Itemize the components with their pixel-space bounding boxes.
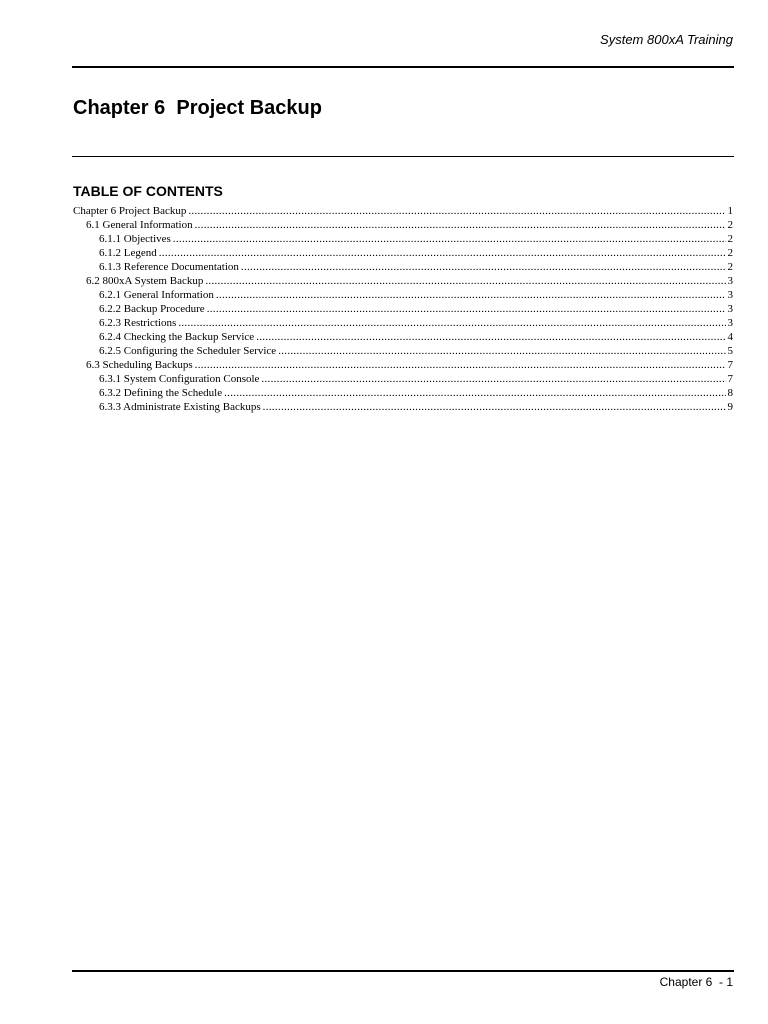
toc-entry-label: 6.2.5 Configuring the Scheduler Service bbox=[99, 345, 277, 357]
toc-entry-6-1-1[interactable] bbox=[73, 232, 733, 246]
toc-entry-page: 2 bbox=[727, 219, 733, 231]
toc-dot-leader bbox=[188, 204, 725, 218]
document-series-title: System 800xA Training bbox=[600, 32, 733, 47]
toc-entry-6-2-2[interactable] bbox=[73, 302, 733, 316]
toc-entry-label: 6.1 General Information bbox=[86, 219, 193, 231]
toc-entry-page: 4 bbox=[727, 331, 733, 343]
toc-entry-6-2-3[interactable] bbox=[73, 316, 733, 330]
toc-dot-leader bbox=[256, 330, 725, 344]
header-rule bbox=[72, 66, 734, 68]
toc-entry-label: 6.2 800xA System Backup bbox=[86, 275, 204, 287]
toc-entry-label: Chapter 6 Project Backup bbox=[73, 205, 187, 217]
toc-entry-6-2-1[interactable] bbox=[73, 288, 733, 302]
toc-entry-page: 1 bbox=[727, 205, 733, 217]
toc-dot-leader bbox=[216, 288, 726, 302]
toc-dot-leader bbox=[159, 246, 726, 260]
toc-entry-6-2-4[interactable] bbox=[73, 330, 733, 344]
toc-dot-leader bbox=[224, 386, 725, 400]
toc-dot-leader bbox=[173, 232, 726, 246]
toc-entry-page: 3 bbox=[727, 275, 733, 287]
toc-entry-page: 3 bbox=[727, 303, 733, 315]
toc-entry-6-3-2[interactable] bbox=[73, 386, 733, 400]
toc-entry-page: 7 bbox=[727, 373, 733, 385]
toc-entry-label: 6.3.2 Defining the Schedule bbox=[99, 387, 223, 399]
toc-dot-leader bbox=[205, 274, 725, 288]
toc-dot-leader bbox=[195, 218, 726, 232]
footer-page-label: Chapter 6 - 1 bbox=[659, 975, 733, 989]
toc-entry-page: 3 bbox=[727, 289, 733, 301]
toc-entry-page: 3 bbox=[727, 317, 733, 329]
toc-entry-label: 6.3.1 System Configuration Console bbox=[99, 373, 260, 385]
toc-heading: TABLE OF CONTENTS bbox=[73, 183, 223, 199]
toc-dot-leader bbox=[178, 316, 725, 330]
toc-entry-label: 6.2.2 Backup Procedure bbox=[99, 303, 205, 315]
toc-dot-leader bbox=[261, 372, 725, 386]
toc-entry-page: 2 bbox=[727, 233, 733, 245]
toc-entry-6-1[interactable] bbox=[73, 218, 733, 232]
toc-dot-leader bbox=[278, 344, 725, 358]
toc-entry-page: 2 bbox=[727, 247, 733, 259]
toc-entry-6-3-1[interactable] bbox=[73, 372, 733, 386]
toc-dot-leader bbox=[263, 400, 726, 414]
toc-entry-6-3[interactable] bbox=[73, 358, 733, 372]
table-of-contents bbox=[73, 204, 733, 414]
toc-entry-page: 5 bbox=[727, 345, 733, 357]
toc-entry-chapter-6[interactable] bbox=[73, 204, 733, 218]
toc-dot-leader bbox=[207, 302, 726, 316]
toc-entry-label: 6.1.2 Legend bbox=[99, 247, 157, 259]
toc-entry-page: 2 bbox=[727, 261, 733, 273]
toc-entry-6-2[interactable] bbox=[73, 274, 733, 288]
toc-entry-label: 6.2.4 Checking the Backup Service bbox=[99, 331, 255, 343]
toc-entry-6-3-3[interactable] bbox=[73, 400, 733, 414]
toc-entry-label: 6.3.3 Administrate Existing Backups bbox=[99, 401, 261, 413]
toc-entry-label: 6.1.1 Objectives bbox=[99, 233, 171, 245]
toc-entry-label: 6.2.3 Restrictions bbox=[99, 317, 177, 329]
toc-entry-page: 9 bbox=[727, 401, 733, 413]
toc-entry-6-2-5[interactable] bbox=[73, 344, 733, 358]
toc-dot-leader bbox=[241, 260, 726, 274]
toc-entry-label: 6.1.3 Reference Documentation bbox=[99, 261, 239, 273]
toc-dot-leader bbox=[195, 358, 726, 372]
toc-entry-label: 6.2.1 General Information bbox=[99, 289, 214, 301]
toc-entry-page: 7 bbox=[727, 359, 733, 371]
footer-rule bbox=[72, 970, 734, 972]
toc-entry-page: 8 bbox=[727, 387, 733, 399]
chapter-title-rule bbox=[72, 156, 734, 157]
toc-entry-label: 6.3 Scheduling Backups bbox=[86, 359, 193, 371]
toc-entry-6-1-3[interactable] bbox=[73, 260, 733, 274]
toc-entry-6-1-2[interactable] bbox=[73, 246, 733, 260]
chapter-title: Chapter 6 Project Backup bbox=[73, 97, 322, 119]
